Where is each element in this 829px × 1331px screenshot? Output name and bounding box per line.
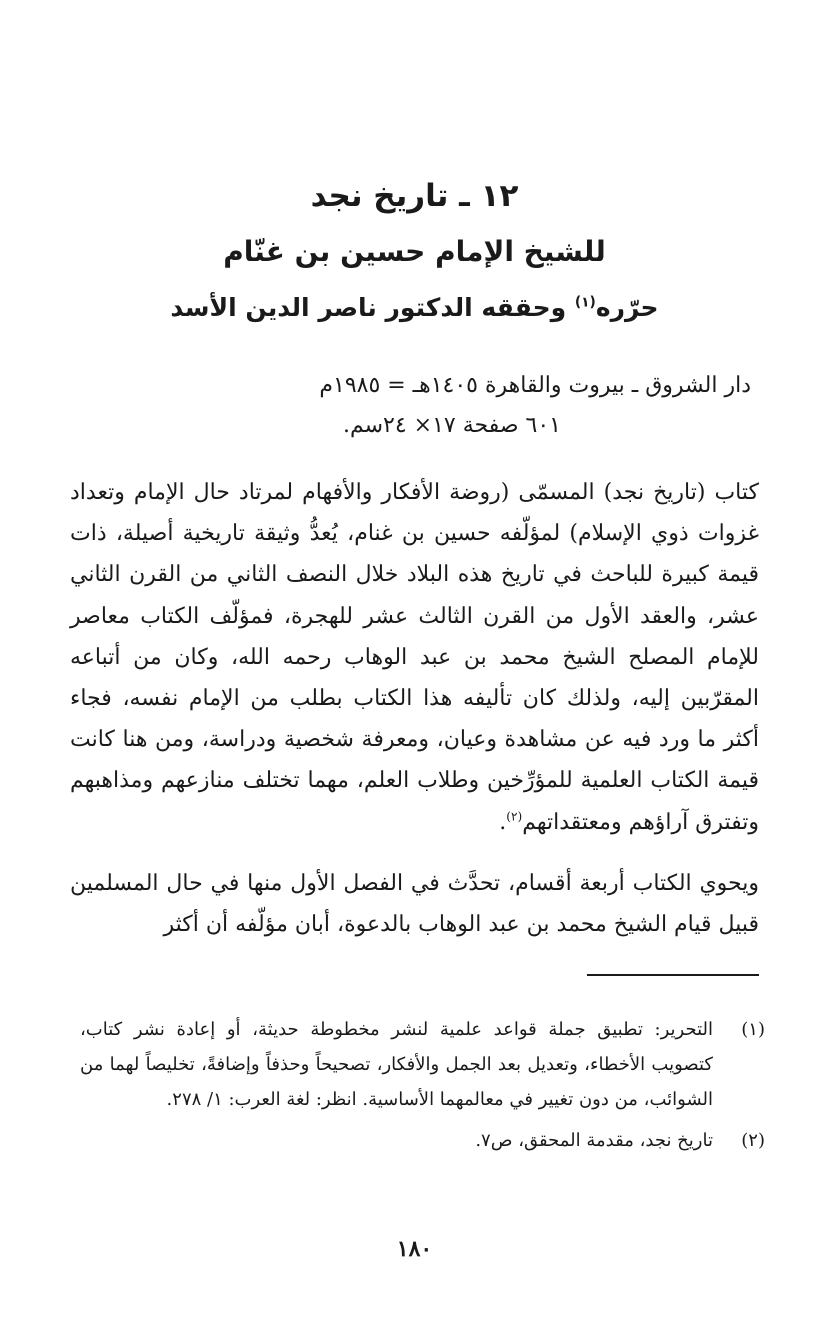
editor-prefix: حرّره — [595, 293, 659, 322]
book-author-line: للشيخ الإمام حسين بن غنّام — [223, 235, 606, 268]
footnote-text: تاريخ نجد، مقدمة المحقق، ص٧. — [475, 1130, 713, 1151]
chapter-heading — [70, 168, 759, 336]
paragraph-2: ويحوي الكتاب أربعة أقسام، تحدَّث في الفصل الأول منها في حال المسلمين قبيل قيام الشيخ محمد بن عبد الوهاب بالدعوة، أبان مؤلّفه أن أكثر — [70, 870, 759, 938]
footnote-number: (٢) — [741, 1130, 765, 1151]
paragraph-1-end: . — [499, 809, 507, 835]
footnote-ref-1: (١) — [574, 294, 596, 311]
body-text — [70, 472, 759, 945]
page-number: ١٨٠ — [396, 1236, 433, 1262]
footnote-number: (١) — [741, 1019, 765, 1040]
publication-info — [70, 366, 751, 446]
footnote-text: التحرير: تطبيق جملة قواعد علمية لنشر مخطوطة حديثة، أو إعادة نشر كتاب، كتصويب الأخطاء، وتعديل بعد الجمل والأفكار، تصحيحاً وحذفاً وإضافةً، تخليصاً لهما من الشوائب، من دون تغيير في معالمهما الأساسية. انظر: لغة العرب: ١/ ٢٧٨. — [80, 1019, 713, 1110]
footnote-2 — [80, 1123, 765, 1158]
editor-line — [70, 280, 759, 336]
publisher-line: دار الشروق ـ بيروت والقاهرة ١٤٠٥هـ = ١٩٨٥م — [319, 373, 751, 398]
editor-rest: وحققه الدكتور ناصر الدين الأسد — [170, 293, 575, 322]
chapter-title: ١٢ ـ تاريخ نجد — [310, 178, 519, 214]
paragraph-1-text: كتاب (تاريخ نجد) المسمّى (روضة الأفكار والأفهام لمرتاد حال الإمام وتعداد غزوات ذوي الإسلام) لمؤلّفه حسين بن غنام، يُعدُّ وثيقة تاريخية أصيلة، ذات قيمة كبيرة للباحث في تاريخ هذه البلاد خلال النصف الثاني من القرن الثاني عشر، والعقد الأول من القرن الثالث عشر للهجرة، فمؤلّف الكتاب معاصر للإمام المصلح الشيخ محمد بن عبد الوهاب رحمه الله، وكان من أتباعه المقرّبين إليه، ولذلك كان تأليفه هذا الكتاب بطلب من الإمام نفسه، فجاء أكثر ما ورد فيه عن مشاهدة وعيان، ومعرفة شخصية ودراسة، ومن هنا كانت قيمة الكتاب العلمية للمؤرِّخين وطلاب العلم، مهما تختلف منازعهم ومذاهبهم وتفترق آراؤهم ومعتقداتهم — [70, 480, 759, 835]
paragraph-1 — [70, 472, 759, 843]
footnotes — [80, 1012, 765, 1164]
footnote-1 — [80, 1012, 765, 1117]
footnote-separator — [587, 974, 759, 976]
footnote-ref-2: (٢) — [506, 809, 523, 824]
pages-size-line: ٦٠١ صفحة ١٧× ٢٤سم. — [342, 413, 561, 438]
